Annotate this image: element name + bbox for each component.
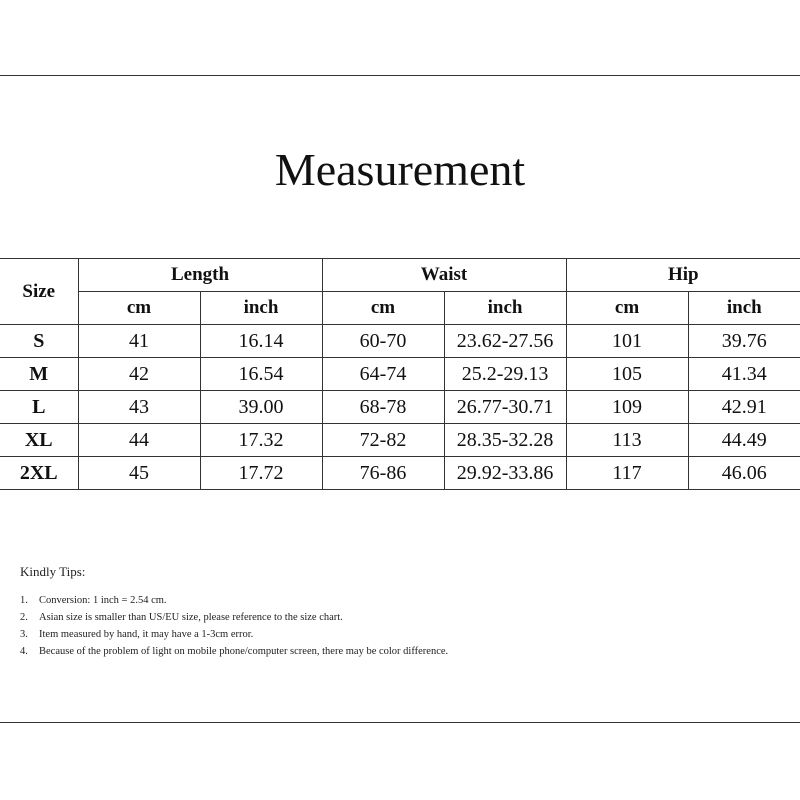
size-cell: 2XL <box>0 457 78 490</box>
table-cell: 105 <box>566 358 688 391</box>
tips-heading: Kindly Tips: <box>20 564 86 579</box>
table-cell: 46.06 <box>688 457 800 490</box>
table-cell: 60-70 <box>322 325 444 358</box>
table-row <box>0 424 800 457</box>
table-cell: 113 <box>566 424 688 457</box>
table-cell: 17.32 <box>200 424 322 457</box>
table-cell: 42.91 <box>688 391 800 424</box>
table-cell: 23.62-27.56 <box>444 325 566 358</box>
table-row <box>0 457 800 490</box>
size-cell: XL <box>0 424 78 457</box>
table-row <box>0 391 800 424</box>
unit-header: inch <box>444 292 566 325</box>
tip-text: Item measured by hand, it may have a 1-3cm error. <box>39 629 254 640</box>
unit-header: cm <box>78 292 200 325</box>
table-cell: 43 <box>78 391 200 424</box>
size-column-header: Size <box>0 259 78 325</box>
table-cell: 44.49 <box>688 424 800 457</box>
table-row <box>0 325 800 358</box>
size-cell: S <box>0 325 78 358</box>
size-chart-table <box>0 258 800 490</box>
list-item <box>20 626 490 643</box>
hip-group-header: Hip <box>566 259 800 292</box>
table-cell: 72-82 <box>322 424 444 457</box>
size-cell: L <box>0 391 78 424</box>
size-cell: M <box>0 358 78 391</box>
kindly-tips-section <box>20 564 490 660</box>
page-title: Measurement <box>274 144 526 195</box>
table-cell: 25.2-29.13 <box>444 358 566 391</box>
table-cell: 76-86 <box>322 457 444 490</box>
list-item <box>20 643 490 660</box>
tips-list <box>20 592 490 660</box>
tip-number: 4. <box>20 646 28 657</box>
tip-number: 1. <box>20 595 28 606</box>
table-cell: 41 <box>78 325 200 358</box>
tip-text: Asian size is smaller than US/EU size, please reference to the size chart. <box>39 612 343 623</box>
top-divider <box>0 75 800 76</box>
unit-header: inch <box>688 292 800 325</box>
tip-text: Because of the problem of light on mobile phone/computer screen, there may be color difference. <box>39 646 449 657</box>
table-cell: 39.76 <box>688 325 800 358</box>
table-row <box>0 358 800 391</box>
table-cell: 26.77-30.71 <box>444 391 566 424</box>
length-group-header: Length <box>78 259 322 292</box>
tip-text: Conversion: 1 inch = 2.54 cm. <box>39 595 167 606</box>
bottom-divider <box>0 722 800 723</box>
table-cell: 109 <box>566 391 688 424</box>
list-item <box>20 592 490 609</box>
table-cell: 101 <box>566 325 688 358</box>
unit-header-row <box>0 292 800 325</box>
table-cell: 45 <box>78 457 200 490</box>
unit-header: inch <box>200 292 322 325</box>
table-cell: 29.92-33.86 <box>444 457 566 490</box>
table-cell: 16.14 <box>200 325 322 358</box>
table-cell: 17.72 <box>200 457 322 490</box>
waist-group-header: Waist <box>322 259 566 292</box>
table-cell: 16.54 <box>200 358 322 391</box>
unit-header: cm <box>566 292 688 325</box>
unit-header: cm <box>322 292 444 325</box>
table-cell: 41.34 <box>688 358 800 391</box>
table-cell: 39.00 <box>200 391 322 424</box>
table-cell: 44 <box>78 424 200 457</box>
table-cell: 64-74 <box>322 358 444 391</box>
tip-number: 2. <box>20 612 28 623</box>
table-cell: 28.35-32.28 <box>444 424 566 457</box>
table-cell: 117 <box>566 457 688 490</box>
tip-number: 3. <box>20 629 28 640</box>
table-cell: 42 <box>78 358 200 391</box>
table-cell: 68-78 <box>322 391 444 424</box>
list-item <box>20 609 490 626</box>
group-header-row <box>0 259 800 292</box>
